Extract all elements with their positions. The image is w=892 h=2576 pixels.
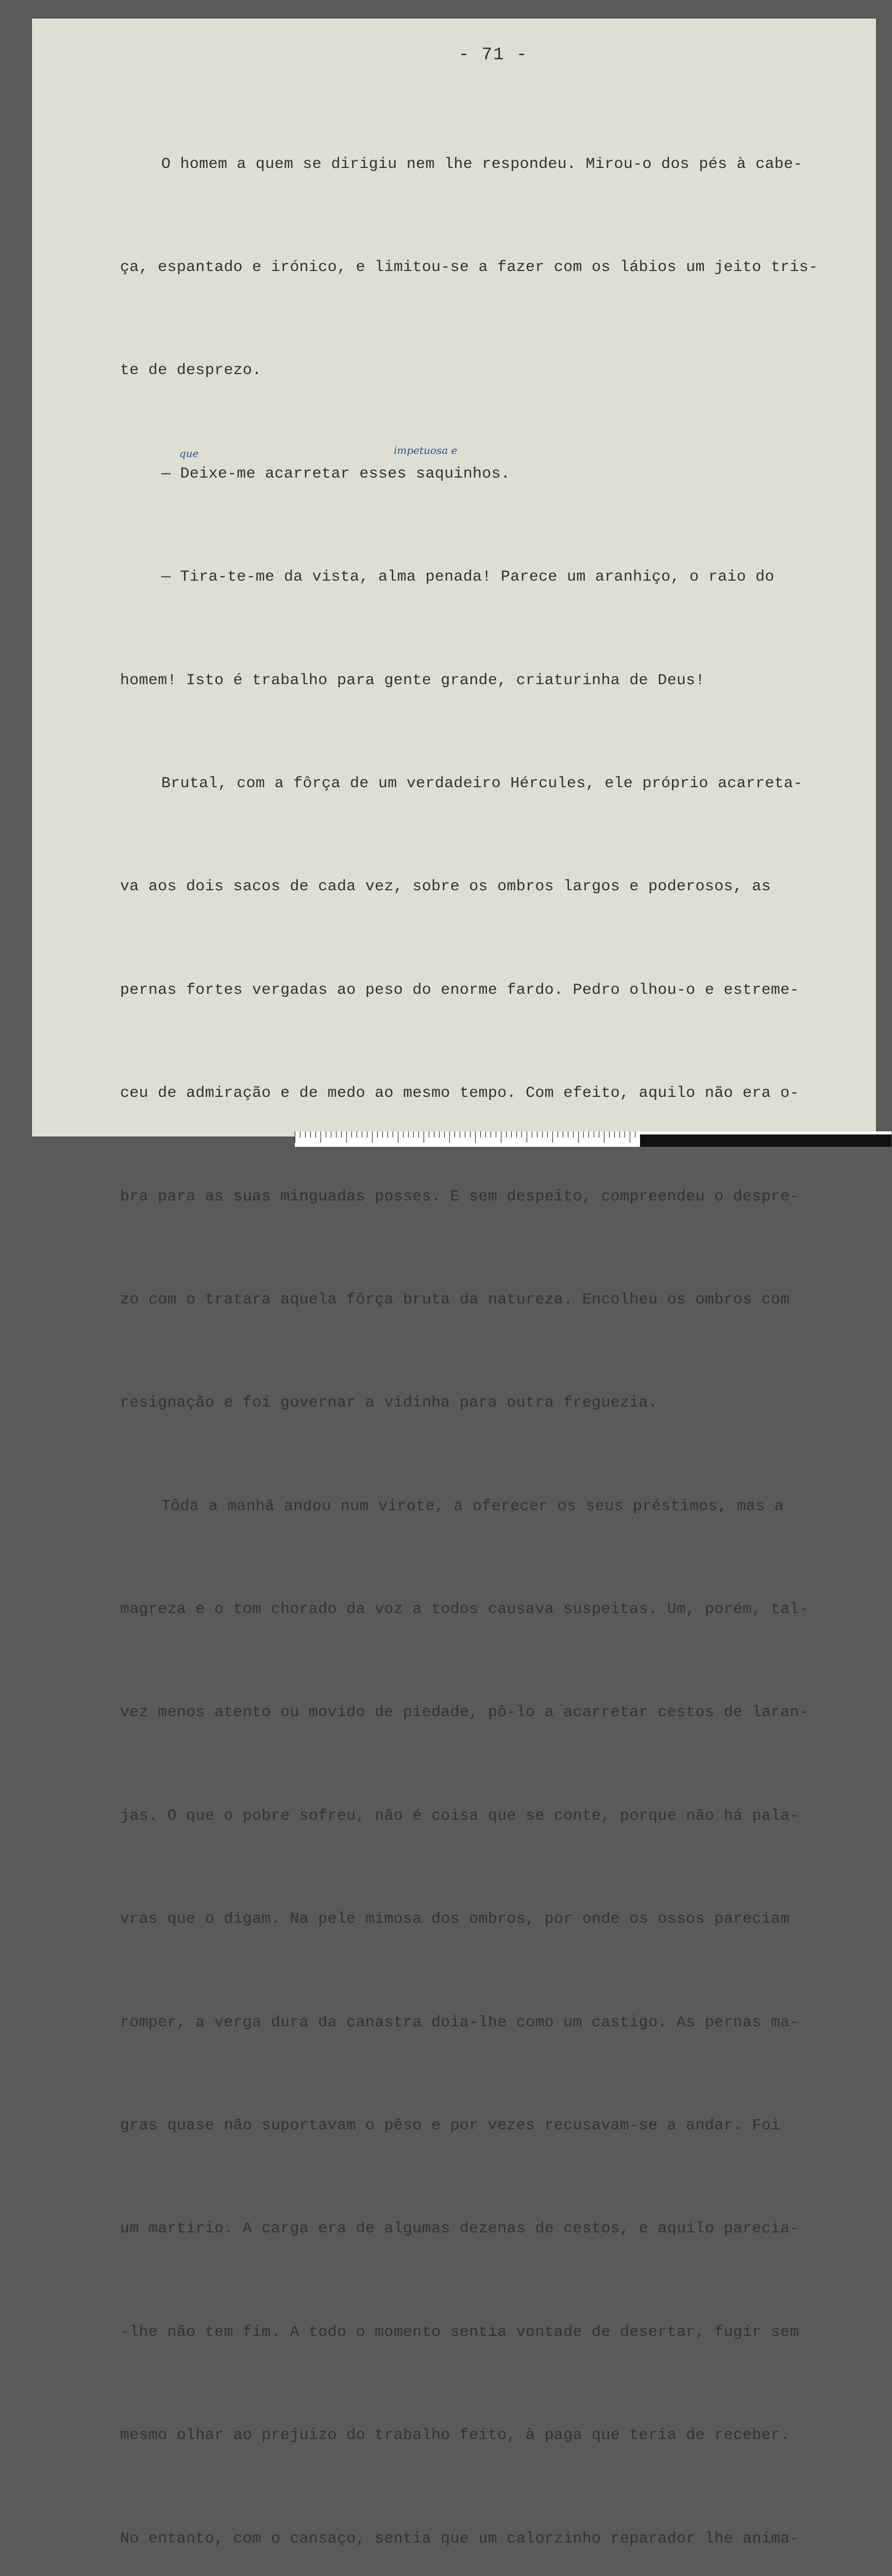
scale-tick xyxy=(614,1131,615,1138)
scale-tick xyxy=(305,1131,306,1138)
text-line: ceu de admiração e de medo ao mesmo tempo. Com efeito, aquilo não era o- xyxy=(120,1084,799,1103)
scale-tick xyxy=(351,1131,352,1138)
text-line: va aos dois sacos de cada vez, sobre os ombros largos e poderosos, as xyxy=(120,878,771,896)
scale-block xyxy=(640,1134,891,1147)
scale-tick xyxy=(521,1131,522,1138)
scale-tick xyxy=(578,1131,579,1143)
scale-tick xyxy=(418,1131,419,1138)
text-line: te de desprezo. xyxy=(120,362,262,380)
text-line: Tôda a manhã andou num virote, a oferecer os seus préstimos, mas a xyxy=(161,1497,784,1515)
text-line: magreza e o tom chorado da voz a todos causava suspeitas. Um, porém, tal- xyxy=(120,1601,809,1619)
text-line: O homem a quem se dirigiu nem lhe respondeu. Mirou-o dos pés à cabe- xyxy=(161,155,803,173)
text-line: zo com o tratara aquela fôrça bruta da natureza. Encolheu os ombros com xyxy=(120,1291,790,1309)
text-line: — Tira-te-me da vista, alma penada! Parece um aranhiço, o raio do xyxy=(161,568,775,586)
text-line: -lhe não tem fim. A todo o momento sentia vontade de desertar, fugir sem xyxy=(120,2323,799,2341)
scale-tick xyxy=(372,1131,373,1143)
handwritten-annotation-impetuosa: impetuosa e xyxy=(394,444,458,456)
scale-tick xyxy=(310,1131,311,1138)
text-line: um martírio. A carga era de algumas dezenas de cestos, e aquilo parecia- xyxy=(120,2220,799,2238)
scale-tick xyxy=(341,1131,342,1138)
scale-tick xyxy=(542,1131,543,1138)
scale-tick xyxy=(583,1131,584,1138)
scale-tick xyxy=(449,1131,450,1143)
scale-tick xyxy=(439,1131,440,1138)
scale-tick xyxy=(480,1131,481,1138)
text-line: ça, espantado e irónico, e limitou-se a fazer com os lábios um jeito tris- xyxy=(120,258,818,276)
scale-tick xyxy=(315,1131,316,1138)
text-line: — Deixe-me acarretar esses saquinhos. xyxy=(161,465,511,483)
text-line: bra para as suas minguadas posses. E sem despeito, compreendeu o despre- xyxy=(120,1188,799,1206)
text-line: homem! Isto é trabalho para gente grande, criaturinha de Deus! xyxy=(120,671,705,689)
text-line: vez menos atento ou movido de piedade, pô-lo a acarretar cestos de laran- xyxy=(120,1704,809,1722)
scale-tick xyxy=(588,1131,589,1138)
scale-tick xyxy=(346,1131,347,1143)
scale-tick xyxy=(552,1131,553,1143)
scale-tick xyxy=(511,1131,512,1138)
text-line: vras que o digam. Na pele mimosa dos ombros, por onde os ossos pareciam xyxy=(120,1910,790,1928)
scale-tick xyxy=(377,1131,378,1138)
handwritten-annotation-que: que xyxy=(179,447,199,460)
scale-tick xyxy=(413,1131,414,1138)
document-body xyxy=(120,78,878,2576)
text-line: mesmo olhar ao prejuizo do trabalho feito, à paga que teria de receber. xyxy=(120,2427,790,2445)
page-number: - 71 - xyxy=(459,45,528,65)
scale-tick xyxy=(475,1131,476,1143)
scale-tick xyxy=(485,1131,486,1138)
text-line: resignação e foi governar a vidinha para outra freguezia. xyxy=(120,1394,658,1412)
scale-tick xyxy=(506,1131,507,1138)
text-line: No entanto, com o cansaço, sentia que um calorzinho reparador lhe anima- xyxy=(120,2530,799,2548)
text-line: gras quase não suportavam o pêso e por vezes recusavam-se a andar. Foi xyxy=(120,2117,781,2135)
scale-tick xyxy=(609,1131,610,1138)
text-line: romper, a verga dura da canastra doia-lhe como um castigo. As pernas ma- xyxy=(120,2013,799,2031)
text-line: jas. O que o pobre sofreu, não é coisa que se conte, porque não há pala- xyxy=(120,1807,799,1825)
measurement-scale-bar xyxy=(295,1131,891,1147)
scale-tick xyxy=(619,1131,620,1138)
scale-tick xyxy=(444,1131,445,1138)
scale-tick xyxy=(573,1131,574,1138)
scale-tick xyxy=(382,1131,383,1138)
text-line: Brutal, com a fôrça de um verdadeiro Hércules, ele próprio acarreta- xyxy=(161,774,803,792)
scale-tick xyxy=(408,1131,409,1138)
scale-tick xyxy=(547,1131,548,1138)
scale-tick xyxy=(516,1131,517,1138)
text-line: pernas fortes vergadas ao peso do enorme fardo. Pedro olhou-o e estreme- xyxy=(120,981,799,999)
